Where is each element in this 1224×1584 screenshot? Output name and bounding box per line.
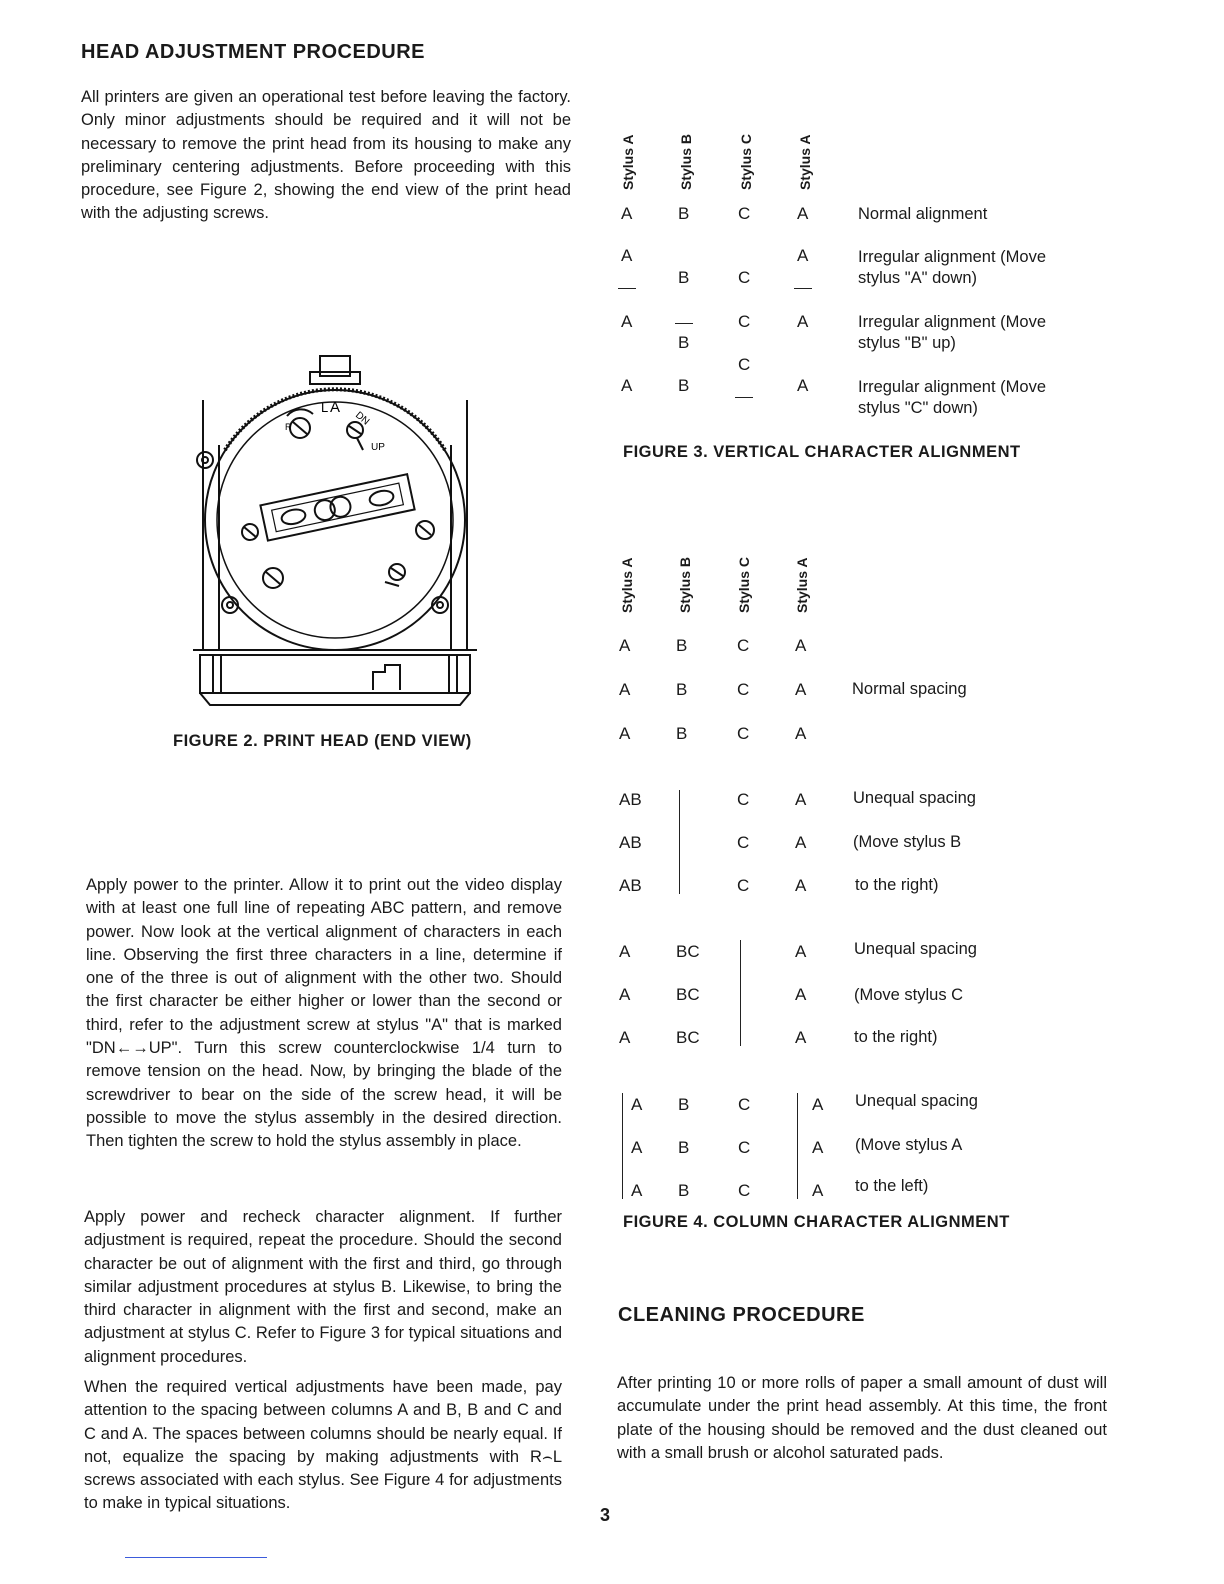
fig4-n2-d: A	[795, 680, 807, 699]
fig4-b1-c: C	[737, 790, 750, 809]
body-paragraph-3: When the required vertical adjustments have been made, pay attention to the spacing between columns A and B, B and C and C and A. The spaces between columns should be nearly equal. If not, equalize the spacing by making adjustments with R⌢L screws associated with each stylus. See Figure 4 for adjustments to make in typical situations.	[84, 1378, 562, 1513]
fig3-r3-a: A	[621, 312, 633, 331]
fig3-r2-d: A	[797, 246, 809, 265]
fig3-r3-desc2: stylus "B" up)	[858, 334, 956, 352]
fig4-groupc-desc3: to the right)	[854, 1028, 938, 1046]
fig3-r2-d-line	[794, 288, 812, 289]
fig4-c3-a: A	[619, 1028, 631, 1047]
fig4-n3-a: A	[619, 724, 631, 743]
fig4-groupa-line-right	[797, 1093, 798, 1199]
fig3-r4-c-line	[735, 397, 753, 398]
fig4-b3-ab: AB	[619, 876, 642, 895]
fig4-b3-d: A	[795, 876, 807, 895]
fig4-groupb-desc1: Unequal spacing	[853, 789, 976, 807]
label-r: R	[285, 422, 292, 432]
fig3-r1-a: A	[621, 204, 633, 223]
cleaning-paragraph: After printing 10 or more rolls of paper a small amount of dust will accumulate under the print head assembly. At this time, the front plate of the housing should be removed and the dust cleaned out with a small brush or alcohol saturated pads.	[617, 1374, 1107, 1462]
fig4-a3-a: A	[631, 1181, 643, 1200]
fig4-b1-ab: AB	[619, 790, 642, 809]
fig4-c3-d: A	[795, 1028, 807, 1047]
fig4-b1-d: A	[795, 790, 807, 809]
section-title-cleaning: CLEANING PROCEDURE	[618, 1304, 865, 1326]
fig4-n2-b: B	[676, 680, 688, 699]
fig4-b2-d: A	[795, 833, 807, 852]
fig4-groupc-desc1: Unequal spacing	[854, 940, 977, 958]
intro-paragraph: All printers are given an operational test before leaving the factory. Only minor adjustments should be required and it will not be necessary to remove the print head from its housing to make any preliminary centering adjustments. Before proceeding with this procedure, see Figure 2, showing the end view of the print head with the adjusting screws.	[81, 88, 571, 223]
fig4-c1-bc: BC	[676, 942, 700, 961]
fig3-r1-d: A	[797, 204, 809, 223]
fig4-groupb-desc2: (Move stylus B	[853, 833, 962, 851]
fig3-r1-b: B	[678, 204, 690, 223]
fig4-n3-b: B	[676, 724, 688, 743]
fig4-header-stylus-a2: Stylus A	[794, 557, 810, 613]
fig4-a1-a: A	[631, 1095, 643, 1114]
fig4-header-stylus-a: Stylus A	[619, 557, 635, 613]
fig4-b2-ab: AB	[619, 833, 642, 852]
fig4-n1-a: A	[619, 636, 631, 655]
fig4-groupc-line	[740, 940, 741, 1046]
figure4-caption: FIGURE 4. COLUMN CHARACTER ALIGNMENT	[623, 1213, 1010, 1231]
fig3-header-stylus-a: Stylus A	[620, 134, 636, 190]
fig4-a2-b: B	[678, 1138, 690, 1157]
body-paragraph-1: Apply power to the printer. Allow it to print out the video display with at least one full line of repeating ABC pattern, and remove power. Now look at the vertical alignment of characters in each line. Observing the first three characters in a line, determine if one of the three is out of alignment with the other two. Should the first character be either higher or lower than the second or third, refer to the adjustment screw at stylus "A" that is marked "DN←→UP". Turn this screw counterclockwise 1/4 turn to remove tension on the head. Now, by bringing the blade of the screwdriver to bear on the side of the screw head, it will be possible to move the stylus assembly in the desired direction. Then tighten the screw to hold the stylus assembly in place.	[86, 876, 562, 1151]
fig4-n2-a: A	[619, 680, 631, 699]
fig4-n3-d: A	[795, 724, 807, 743]
fig4-groupb-desc3: to the right)	[855, 876, 939, 894]
page-number: 3	[600, 1505, 611, 1525]
fig4-n1-d: A	[795, 636, 807, 655]
fig3-r4-d: A	[797, 376, 809, 395]
fig3-r4-b: B	[678, 376, 690, 395]
fig4-a2-c: C	[738, 1138, 751, 1157]
fig4-header-stylus-c: Stylus C	[736, 556, 752, 613]
fig4-normal-desc: Normal spacing	[852, 680, 967, 698]
fig4-groupa-line-left	[622, 1093, 623, 1199]
fig4-c1-a: A	[619, 942, 631, 961]
fig3-r4-c: C	[738, 355, 751, 374]
fig4-c3-bc: BC	[676, 1028, 700, 1047]
fig4-groupa-desc3: to the left)	[855, 1177, 929, 1195]
fig3-r2-a-line	[618, 288, 636, 289]
fig4-a3-b: B	[678, 1181, 690, 1200]
fig4-b2-c: C	[737, 833, 750, 852]
fig3-r2-b: B	[678, 268, 690, 287]
fig4-c2-bc: BC	[676, 985, 700, 1004]
fig4-c2-d: A	[795, 985, 807, 1004]
fig4-a1-d: A	[812, 1095, 824, 1114]
fig3-r1-desc: Normal alignment	[858, 205, 988, 223]
body-paragraph-2: Apply power and recheck character alignment. If further adjustment is required, repeat the procedure. Should the second character be out of alignment with the first and third, go through similar adjustment procedures at stylus B. Likewise, to bring the third character in alignment with the first and second, make an adjustment at stylus C. Refer to Figure 3 for typical situations and alignment procedures.	[84, 1208, 562, 1366]
fig4-c2-a: A	[619, 985, 631, 1004]
figure3-caption: FIGURE 3. VERTICAL CHARACTER ALIGNMENT	[623, 443, 1021, 461]
fig4-b3-c: C	[737, 876, 750, 895]
fig4-a3-d: A	[812, 1181, 824, 1200]
fig3-r4-desc1: Irregular alignment (Move	[858, 378, 1046, 396]
print-head-svg	[185, 350, 485, 710]
fig3-r3-b-line	[675, 323, 693, 324]
fig4-groupc-desc2: (Move stylus C	[854, 986, 964, 1004]
fig3-r2-desc1: Irregular alignment (Move	[858, 248, 1046, 266]
fig4-groupa-desc1: Unequal spacing	[855, 1092, 978, 1110]
label-l: L	[321, 400, 329, 415]
label-up: UP	[371, 442, 385, 453]
fig4-n2-c: C	[737, 680, 750, 699]
fig4-a1-b: B	[678, 1095, 690, 1114]
fig4-a3-c: C	[738, 1181, 751, 1200]
section-title-head-adjustment: HEAD ADJUSTMENT PROCEDURE	[81, 41, 426, 63]
fig3-r2-a: A	[621, 246, 633, 265]
fig4-a2-a: A	[631, 1138, 643, 1157]
fig3-r3-d: A	[797, 312, 809, 331]
fig4-groupb-line	[679, 790, 680, 894]
fig3-header-stylus-a2: Stylus A	[797, 134, 813, 190]
fig4-n1-b: B	[676, 636, 688, 655]
fig3-r1-c: C	[738, 204, 751, 223]
fig3-r2-c: C	[738, 268, 751, 287]
fig3-header-stylus-c: Stylus C	[738, 133, 754, 190]
fig4-n1-c: C	[737, 636, 750, 655]
footer-rule	[125, 1557, 267, 1558]
fig3-header-stylus-b: Stylus B	[678, 133, 694, 190]
fig4-header-stylus-b: Stylus B	[677, 556, 693, 613]
fig3-r2-desc2: stylus "A" down)	[858, 269, 978, 287]
fig4-a2-d: A	[812, 1138, 824, 1157]
fig4-c1-d: A	[795, 942, 807, 961]
label-dn: DN	[353, 409, 372, 428]
fig3-r4-desc2: stylus "C" down)	[858, 399, 978, 417]
print-head-drawing	[185, 350, 485, 710]
fig4-a1-c: C	[738, 1095, 751, 1114]
fig3-r4-a: A	[621, 376, 633, 395]
fig4-groupa-desc2: (Move stylus A	[855, 1136, 963, 1154]
fig3-r3-c: C	[738, 312, 751, 331]
fig3-r3-b: B	[678, 333, 690, 352]
label-a: A	[330, 399, 341, 416]
fig4-n3-c: C	[737, 724, 750, 743]
figure2-caption: FIGURE 2. PRINT HEAD (END VIEW)	[173, 732, 472, 750]
fig3-r3-desc1: Irregular alignment (Move	[858, 313, 1046, 331]
